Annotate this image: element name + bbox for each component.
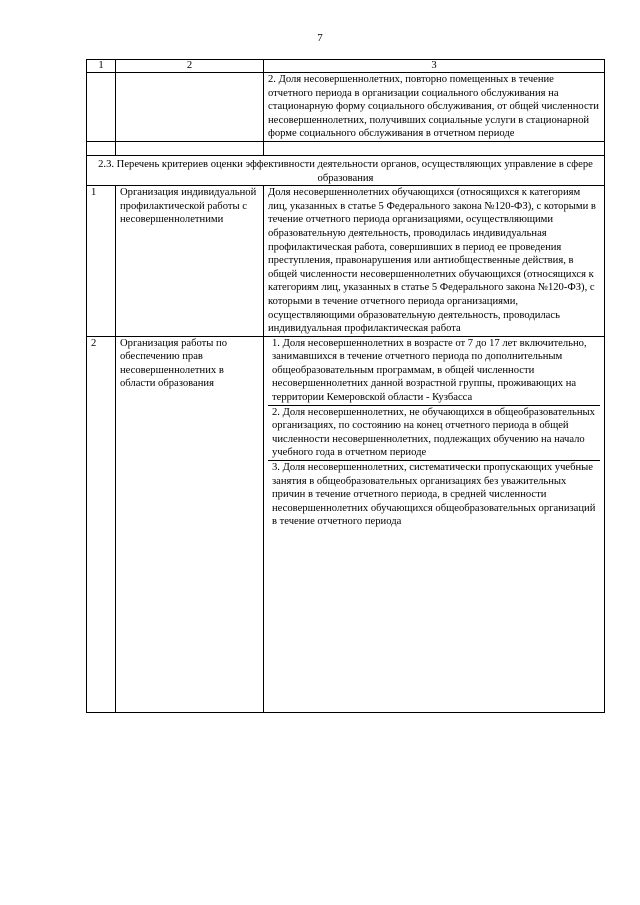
table-row-blank xyxy=(87,141,605,155)
table-header-row xyxy=(87,60,605,73)
cell-empty xyxy=(87,73,116,142)
table-row-continued xyxy=(87,73,605,142)
criterion-text: 1. Доля несовершеннолетних в возрасте от 7 до 17 лет включительно, занимавшихся в течение отчетного периода по дополнительным общеобразовательным программам, в общей численности несовершеннолетних данной возрастной группы, проживающих на территории Кемеровской области - Кузбасса xyxy=(268,337,600,406)
row-number: 1 xyxy=(87,186,116,337)
cell-empty xyxy=(264,141,605,155)
criterion-text: Доля несовершеннолетних обучающихся (относящихся к категориям лиц, указанных в статье 5 Федерального закона №120-ФЗ), с которыми в течение отчетного периода организациями, осуществляющими образовательную деятельность, проводилась индивидуальная профилактическая работа, совершивших в период ее проведения преступления, правонарушения или антиобщественные действия, в общей численности несовершеннолетних обучающихся (относящихся к категориям лиц, указанных в статье 5 Федерального закона №120-ФЗ), с которыми в течение отчетного периода организациями, осуществляющими образовательную деятельность, проводилась индивидуальная профилактическая работа xyxy=(264,186,605,337)
column-header-3: 3 xyxy=(264,60,605,73)
cell-empty xyxy=(116,141,264,155)
cell-empty xyxy=(116,73,264,142)
table-row xyxy=(87,186,605,337)
work-area: Организация работы по обеспечению прав несовершеннолетних в области образования xyxy=(116,336,264,712)
work-area: Организация индивидуальной профилактической работы с несовершеннолетними xyxy=(116,186,264,337)
table-row xyxy=(87,336,605,712)
criteria-table xyxy=(86,59,605,713)
cell-empty xyxy=(87,141,116,155)
section-title-row xyxy=(87,155,605,185)
criterion-text: 2. Доля несовершеннолетних, не обучающихся в общеобразовательных организациях, по состоянию на конец отчетного периода в общей численности несовершеннолетних, подлежащих обучению на начало учебного года в отчетном периоде xyxy=(268,406,600,461)
row-number: 2 xyxy=(87,336,116,712)
column-header-1: 1 xyxy=(87,60,116,73)
column-header-2: 2 xyxy=(116,60,264,73)
section-title: 2.3. Перечень критериев оценки эффективности деятельности органов, осуществляющих управление в сфере образования xyxy=(87,155,605,185)
page-number: 7 xyxy=(317,32,323,44)
criterion-text: 3. Доля несовершеннолетних, систематически пропускающих учебные занятия в общеобразовательных организациях без уважительных причин в течение отчетного периода, в средней численности несовершеннолетних обучающихся общеобразовательных организаций в течение отчетного периода xyxy=(272,462,596,528)
criterion-text: 2. Доля несовершеннолетних, повторно помещенных в течение отчетного периода в организации социального обслуживания на стационарную форму социального обслуживания, от общей численности несовершеннолетних, получивших социальные услуги в стационарной форме социального обслуживания в отчетном периоде xyxy=(264,73,605,142)
criteria-list xyxy=(264,336,605,712)
